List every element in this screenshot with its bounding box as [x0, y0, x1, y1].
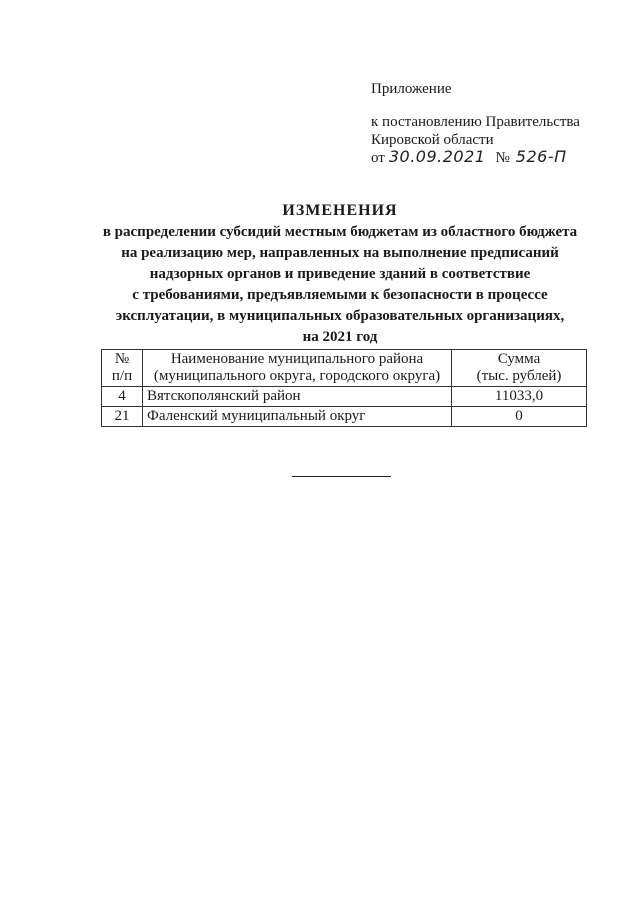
row-number: 21 — [102, 407, 143, 427]
table-header-row — [102, 350, 587, 387]
header-sum-line1: Сумма — [497, 351, 541, 367]
table-row — [102, 407, 587, 427]
row-sum: 0 — [452, 407, 587, 427]
heading-line: надзорных органов и приведение зданий в соответствие — [149, 266, 531, 282]
end-divider — [292, 476, 391, 477]
date-prefix: от — [371, 150, 385, 166]
table-row — [102, 387, 587, 407]
appendix-title: Приложение — [371, 81, 452, 97]
header-name-line1: Наименование муниципального района — [170, 351, 424, 367]
row-name: Фаленский муниципальный округ — [143, 407, 452, 427]
heading-line: эксплуатации, в муниципальных образовательных организациях, — [115, 308, 565, 324]
appendix-decree-line: к постановлению Правительства — [371, 114, 580, 130]
heading-line: на 2021 год — [302, 329, 378, 345]
heading-line: в распределении субсидий местным бюджетам из областного бюджета — [102, 224, 578, 240]
header-name — [143, 350, 452, 387]
row-name: Вятскополянский район — [143, 387, 452, 407]
appendix-date-number-line — [371, 147, 567, 168]
heading-line: на реализацию мер, направленных на выполнение предписаний — [121, 245, 559, 261]
heading-line: с требованиями, предъявляемыми к безопасности в процессе — [132, 287, 548, 303]
header-name-line2: (муниципального округа, городского округа) — [153, 368, 441, 384]
appendix-region-line: Кировской области — [371, 132, 494, 148]
heading-title: ИЗМЕНЕНИЯ — [282, 202, 398, 219]
subsidy-table — [101, 349, 587, 427]
number-label: № — [495, 150, 510, 166]
header-number — [102, 350, 143, 387]
header-sum-line2: (тыс. рублей) — [476, 368, 562, 384]
header-number-line2: п/п — [111, 368, 133, 384]
header-number-line1: № — [114, 351, 130, 367]
handwritten-date: 30.09.2021 — [388, 147, 486, 166]
document-heading — [60, 201, 620, 347]
row-sum: 11033,0 — [452, 387, 587, 407]
header-sum — [452, 350, 587, 387]
row-number: 4 — [102, 387, 143, 407]
handwritten-number: 526-П — [515, 147, 567, 166]
